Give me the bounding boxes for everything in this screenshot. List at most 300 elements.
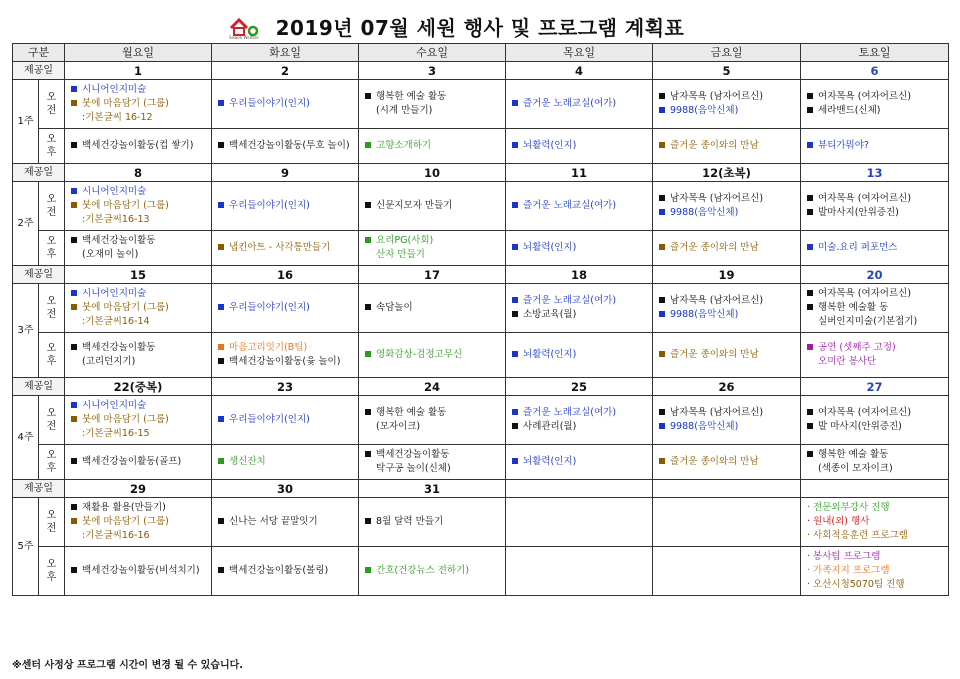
- program-item: [512, 199, 646, 213]
- program-text: 붓에 마음담기 (그룹): [82, 516, 169, 527]
- program-text: 우리들이야기(인지): [229, 200, 310, 211]
- program-item: [807, 550, 942, 564]
- footer-note: ※센터 사정상 프로그램 시간이 변경 될 수 있습니다.: [12, 660, 244, 671]
- bullet-square-icon: [659, 311, 665, 317]
- week-label: 3주: [13, 284, 39, 378]
- program-text: 행복한 예술 활동: [818, 449, 889, 460]
- program-cell: [653, 182, 801, 231]
- program-cell: [506, 182, 653, 231]
- program-cell: [212, 231, 359, 266]
- pm-row: [13, 231, 949, 266]
- am-row: [13, 80, 949, 129]
- program-cell: [801, 129, 949, 164]
- bullet-square-icon: [71, 188, 77, 194]
- program-item: [659, 308, 794, 322]
- bullet-square-icon: [512, 351, 518, 357]
- program-cell: [801, 284, 949, 333]
- page-header: [0, 0, 960, 40]
- bullet-square-icon: [71, 86, 77, 92]
- program-cell: [212, 284, 359, 333]
- program-cell: [359, 231, 506, 266]
- program-cell: [212, 547, 359, 596]
- program-text: · 가족지지 프로그램: [807, 565, 890, 576]
- program-text: 시니어인지미술: [82, 186, 147, 197]
- date-cell: 25: [506, 378, 653, 396]
- program-item: [365, 515, 499, 529]
- bullet-square-icon: [807, 209, 813, 215]
- page-title: 2019년 07월 세원 행사 및 프로그램 계획표: [275, 16, 685, 40]
- date-cell: 1: [65, 62, 212, 80]
- bullet-square-icon: [512, 202, 518, 208]
- bullet-square-icon: [218, 142, 224, 148]
- program-item: [512, 455, 646, 469]
- program-item: [365, 348, 499, 362]
- program-text: 소방교육(월): [523, 309, 577, 320]
- am-label: [39, 284, 65, 333]
- program-text: 뇌활력(인지): [523, 349, 577, 360]
- bullet-square-icon: [365, 202, 371, 208]
- date-cell: 29: [65, 480, 212, 498]
- program-item: [659, 455, 794, 469]
- program-item: [71, 315, 205, 329]
- program-item: [807, 192, 942, 206]
- am-label-char-1: 오: [46, 194, 57, 205]
- am-label-char-1: 오: [46, 408, 57, 419]
- pm-row: [13, 333, 949, 378]
- program-text: :기본글씨16-14: [82, 316, 150, 327]
- bullet-square-icon: [659, 93, 665, 99]
- program-cell: [506, 396, 653, 445]
- bullet-square-icon: [365, 237, 371, 243]
- program-cell: [212, 333, 359, 378]
- program-text: 시니어인지미술: [82, 400, 147, 411]
- bullet-square-icon: [218, 304, 224, 310]
- pm-label-char-2: 후: [46, 572, 57, 583]
- program-text: (색종이 모자이크): [818, 463, 893, 474]
- program-text: 즐거운 노래교실(여가): [523, 98, 617, 109]
- provide-day-label: 제공일: [13, 164, 65, 182]
- program-item: [365, 90, 499, 104]
- program-cell: [801, 498, 949, 547]
- pm-row: [13, 547, 949, 596]
- program-text: :기본글씨16-16: [82, 530, 150, 541]
- pm-label-char-1: 오: [46, 559, 57, 570]
- program-text: · 사회적응훈련 프로그램: [807, 530, 908, 541]
- bullet-square-icon: [807, 107, 813, 113]
- program-text: 붓에 마음담기 (그룹): [82, 414, 169, 425]
- bullet-square-icon: [807, 244, 813, 250]
- program-text: · 원내(외) 행사: [807, 516, 870, 527]
- date-cell: 19: [653, 266, 801, 284]
- program-item: [365, 139, 499, 153]
- bullet-square-icon: [512, 458, 518, 464]
- am-label: [39, 396, 65, 445]
- header-day-6: 토요일: [801, 44, 949, 62]
- bullet-square-icon: [512, 311, 518, 317]
- program-text: 실버인지미술(기본접기): [818, 316, 918, 327]
- bullet-square-icon: [512, 423, 518, 429]
- program-cell: [653, 333, 801, 378]
- program-item: [71, 213, 205, 227]
- program-text: 9988(음악신체): [670, 105, 739, 116]
- bullet-square-icon: [71, 304, 77, 310]
- bullet-square-icon: [659, 142, 665, 148]
- program-cell: [653, 396, 801, 445]
- date-row: [13, 164, 949, 182]
- pm-label: [39, 129, 65, 164]
- date-cell: 2: [212, 62, 359, 80]
- program-text: 우리들이야기(인지): [229, 98, 310, 109]
- program-item: [71, 529, 205, 543]
- bullet-square-icon: [218, 518, 224, 524]
- date-cell: 27: [801, 378, 949, 396]
- program-text: 우리들이야기(인지): [229, 414, 310, 425]
- bullet-square-icon: [659, 409, 665, 415]
- week-label: 2주: [13, 182, 39, 266]
- program-cell: [212, 80, 359, 129]
- am-row: [13, 396, 949, 445]
- bullet-square-icon: [71, 518, 77, 524]
- program-text: 백세건강놀이활동(윷 놀이): [229, 356, 341, 367]
- program-item: [807, 241, 942, 255]
- date-row: [13, 266, 949, 284]
- pm-label-char-1: 오: [46, 236, 57, 247]
- program-item: [218, 515, 352, 529]
- program-cell: [653, 547, 801, 596]
- program-item: [71, 413, 205, 427]
- program-item: [659, 420, 794, 434]
- program-cell: [653, 445, 801, 480]
- program-item: [365, 301, 499, 315]
- pm-label: [39, 445, 65, 480]
- bullet-square-icon: [365, 451, 371, 457]
- program-text: 백세건강놀이활동: [376, 449, 450, 460]
- program-text: 냅킨아트 - 사각통만들기: [229, 242, 331, 253]
- program-item: [365, 104, 499, 118]
- program-cell: [801, 231, 949, 266]
- bullet-square-icon: [218, 344, 224, 350]
- program-item: [71, 111, 205, 125]
- program-item: [71, 287, 205, 301]
- program-cell: [653, 80, 801, 129]
- program-cell: [506, 231, 653, 266]
- program-cell: [212, 445, 359, 480]
- bullet-square-icon: [71, 458, 77, 464]
- program-item: [659, 241, 794, 255]
- program-text: 사례관리(월): [523, 421, 577, 432]
- program-item: [512, 241, 646, 255]
- program-cell: [653, 129, 801, 164]
- bullet-square-icon: [71, 504, 77, 510]
- program-item: [659, 206, 794, 220]
- program-text: 고향소개하기: [376, 140, 432, 151]
- am-label: [39, 182, 65, 231]
- am-label-char-1: 오: [46, 296, 57, 307]
- program-item: [659, 139, 794, 153]
- program-item: [218, 139, 352, 153]
- program-cell: [65, 547, 212, 596]
- program-text: 오미란 봉사단: [818, 356, 877, 367]
- program-text: 백세건강놀이활동(골프): [82, 456, 182, 467]
- date-cell: 13: [801, 164, 949, 182]
- program-item: [807, 104, 942, 118]
- program-text: 탁구공 놀이(신체): [376, 463, 451, 474]
- pm-label-char-2: 후: [46, 463, 57, 474]
- bullet-square-icon: [218, 458, 224, 464]
- pm-label-char-2: 후: [46, 356, 57, 367]
- program-text: 산자 만들기: [376, 249, 425, 260]
- program-text: 발 마사지(안위증진): [818, 421, 902, 432]
- program-text: 간호(건강뉴스 전하기): [376, 565, 470, 576]
- program-text: 백세건강놀이활동(투호 놀이): [229, 140, 350, 151]
- program-item: [71, 83, 205, 97]
- program-cell: [653, 498, 801, 547]
- program-item: [218, 413, 352, 427]
- program-cell: [506, 333, 653, 378]
- program-text: 9988(음악신체): [670, 207, 739, 218]
- bullet-square-icon: [807, 451, 813, 457]
- program-cell: [506, 80, 653, 129]
- program-item: [807, 301, 942, 315]
- bullet-square-icon: [365, 409, 371, 415]
- program-text: 행복한 예술 활동: [376, 91, 447, 102]
- bullet-square-icon: [807, 344, 813, 350]
- am-label-char-1: 오: [46, 510, 57, 521]
- program-item: [71, 199, 205, 213]
- program-cell: [212, 129, 359, 164]
- date-cell: 10: [359, 164, 506, 182]
- program-text: 즐거운 종이와의 만남: [670, 242, 759, 253]
- am-row: [13, 182, 949, 231]
- header-day-2: 화요일: [212, 44, 359, 62]
- program-text: 남자목욕 (남자어르신): [670, 193, 764, 204]
- date-cell: 24: [359, 378, 506, 396]
- date-cell: 12(초복): [653, 164, 801, 182]
- program-cell: [65, 80, 212, 129]
- program-item: [218, 341, 352, 355]
- pm-label-char-2: 후: [46, 147, 57, 158]
- program-text: :기본글씨16-13: [82, 214, 150, 225]
- program-item: [71, 427, 205, 441]
- bullet-square-icon: [218, 244, 224, 250]
- program-item: [512, 97, 646, 111]
- am-label-char-1: 오: [46, 92, 57, 103]
- am-label-char-2: 전: [46, 309, 57, 320]
- bullet-square-icon: [71, 237, 77, 243]
- program-text: (시계 만들기): [376, 105, 433, 116]
- bullet-square-icon: [365, 351, 371, 357]
- program-cell: [801, 333, 949, 378]
- program-item: [807, 315, 942, 329]
- program-item: [807, 515, 942, 529]
- program-item: [71, 455, 205, 469]
- bullet-square-icon: [659, 351, 665, 357]
- program-item: [512, 348, 646, 362]
- program-item: [807, 420, 942, 434]
- provide-day-label: 제공일: [13, 62, 65, 80]
- bullet-square-icon: [71, 567, 77, 573]
- program-text: 세라밴드(신체): [818, 105, 881, 116]
- program-item: [218, 301, 352, 315]
- program-item: [365, 462, 499, 476]
- program-text: 백세건강놀이활동(컵 쌓기): [82, 140, 194, 151]
- program-item: [659, 90, 794, 104]
- bullet-square-icon: [218, 358, 224, 364]
- am-label-char-2: 전: [46, 523, 57, 534]
- program-text: 미술.요리 퍼포먼스: [818, 242, 898, 253]
- week-label: 1주: [13, 80, 39, 164]
- program-item: [807, 462, 942, 476]
- program-cell: [506, 498, 653, 547]
- program-text: 속담놀이: [376, 302, 413, 313]
- bullet-square-icon: [218, 202, 224, 208]
- program-cell: [65, 182, 212, 231]
- program-item: [71, 97, 205, 111]
- program-item: [512, 406, 646, 420]
- program-item: [218, 564, 352, 578]
- provide-day-label: 제공일: [13, 480, 65, 498]
- program-cell: [65, 129, 212, 164]
- program-text: (고리던지기): [82, 356, 136, 367]
- program-item: [659, 294, 794, 308]
- program-cell: [359, 129, 506, 164]
- program-cell: [212, 182, 359, 231]
- program-text: (모자이크): [376, 421, 421, 432]
- program-item: [659, 406, 794, 420]
- program-item: [807, 341, 942, 355]
- bullet-square-icon: [365, 567, 371, 573]
- am-label: [39, 498, 65, 547]
- provide-day-label: 제공일: [13, 378, 65, 396]
- pm-label-char-1: 오: [46, 450, 57, 461]
- date-cell: 23: [212, 378, 359, 396]
- bullet-square-icon: [71, 344, 77, 350]
- week-label: 4주: [13, 396, 39, 480]
- program-cell: [65, 396, 212, 445]
- program-text: 즐거운 종이와의 만남: [670, 456, 759, 467]
- program-item: [512, 308, 646, 322]
- program-text: 발마사지(안위증진): [818, 207, 899, 218]
- program-item: [807, 448, 942, 462]
- program-item: [218, 199, 352, 213]
- program-cell: [359, 547, 506, 596]
- program-text: 시니어인지미술: [82, 84, 147, 95]
- date-cell: 6: [801, 62, 949, 80]
- provide-day-label: 제공일: [13, 266, 65, 284]
- bullet-square-icon: [659, 244, 665, 250]
- program-item: [218, 241, 352, 255]
- bullet-square-icon: [659, 423, 665, 429]
- am-label-char-2: 전: [46, 421, 57, 432]
- bullet-square-icon: [807, 195, 813, 201]
- program-item: [365, 420, 499, 434]
- bullet-square-icon: [512, 142, 518, 148]
- bullet-square-icon: [365, 304, 371, 310]
- program-item: [807, 139, 942, 153]
- bullet-square-icon: [807, 409, 813, 415]
- program-text: 여자목욕 (여자어르신): [818, 91, 912, 102]
- program-item: [807, 529, 942, 543]
- header-day-3: 수요일: [359, 44, 506, 62]
- program-text: 재활용 활용(만들기): [82, 502, 166, 513]
- date-cell: 26: [653, 378, 801, 396]
- program-cell: [212, 498, 359, 547]
- program-cell: [359, 498, 506, 547]
- program-cell: [801, 547, 949, 596]
- program-item: [71, 501, 205, 515]
- program-text: 우리들이야기(인지): [229, 302, 310, 313]
- program-cell: [359, 182, 506, 231]
- program-item: [807, 90, 942, 104]
- program-text: 뇌활력(인지): [523, 242, 577, 253]
- program-item: [218, 97, 352, 111]
- program-text: 행복한 예술활 동: [818, 302, 889, 313]
- program-text: (오재미 놀이): [82, 249, 139, 260]
- program-text: 여자목욕 (여자어르신): [818, 288, 912, 299]
- program-cell: [506, 129, 653, 164]
- program-item: [71, 399, 205, 413]
- program-text: 뇌활력(인지): [523, 140, 577, 151]
- program-cell: [653, 284, 801, 333]
- program-item: [365, 564, 499, 578]
- logo-text: Sewon Welfare: [229, 35, 259, 40]
- program-text: · 전문외부강사 진행: [807, 502, 890, 513]
- bullet-square-icon: [807, 304, 813, 310]
- bullet-square-icon: [512, 409, 518, 415]
- program-item: [659, 348, 794, 362]
- bullet-square-icon: [659, 458, 665, 464]
- program-item: [807, 564, 942, 578]
- program-cell: [65, 231, 212, 266]
- program-item: [512, 139, 646, 153]
- header-day-4: 목요일: [506, 44, 653, 62]
- bullet-square-icon: [807, 290, 813, 296]
- bullet-square-icon: [659, 297, 665, 303]
- am-label-char-2: 전: [46, 105, 57, 116]
- program-item: [659, 104, 794, 118]
- program-item: [807, 501, 942, 515]
- date-cell: 8: [65, 164, 212, 182]
- program-item: [71, 341, 205, 355]
- bullet-square-icon: [218, 100, 224, 106]
- date-cell: 11: [506, 164, 653, 182]
- program-item: [218, 355, 352, 369]
- program-item: [365, 234, 499, 248]
- program-cell: [506, 284, 653, 333]
- program-text: 남자목욕 (남자어르신): [670, 295, 764, 306]
- program-item: [512, 294, 646, 308]
- program-text: 백세건강놀이활동(비석치기): [82, 565, 200, 576]
- program-cell: [359, 333, 506, 378]
- program-item: [512, 420, 646, 434]
- program-text: 신문지모자 만들기: [376, 200, 453, 211]
- program-text: 9988(음악신체): [670, 309, 739, 320]
- program-text: 즐거운 종이와의 만남: [670, 140, 759, 151]
- bullet-square-icon: [512, 244, 518, 250]
- program-text: 영화감상-검정고무신: [376, 349, 463, 360]
- bullet-square-icon: [512, 100, 518, 106]
- bullet-square-icon: [71, 202, 77, 208]
- program-item: [71, 355, 205, 369]
- program-text: 붓에 마음담기 (그룹): [82, 302, 169, 313]
- bullet-square-icon: [71, 100, 77, 106]
- pm-row: [13, 445, 949, 480]
- week-label: 5주: [13, 498, 39, 596]
- bullet-square-icon: [365, 142, 371, 148]
- program-cell: [65, 498, 212, 547]
- program-cell: [65, 284, 212, 333]
- bullet-square-icon: [807, 142, 813, 148]
